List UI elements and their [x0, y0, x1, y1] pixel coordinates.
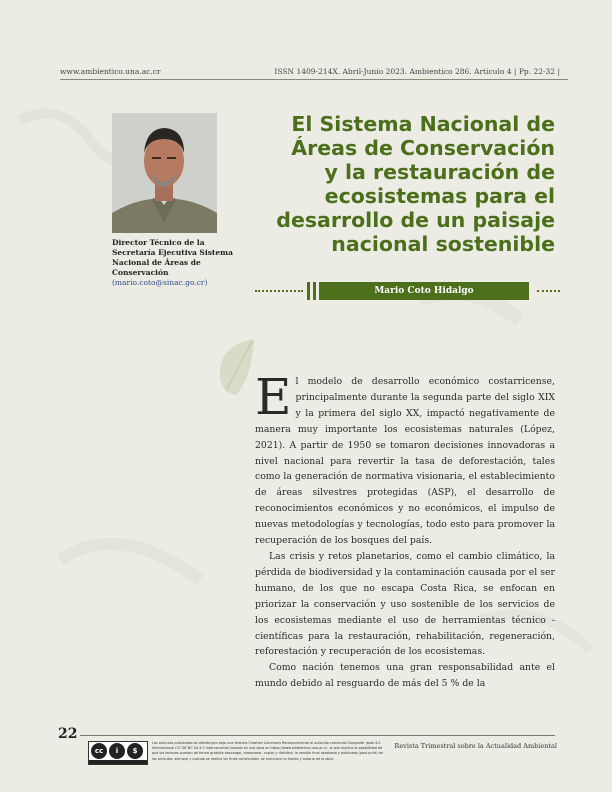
author-role: Director Técnico de la Secretaría Ejecutiva Sistema Nacional de Áreas de Conservación — [112, 238, 233, 277]
author-email[interactable]: (mario.coto@sinac.go.cr) — [112, 278, 208, 287]
issn-line: ISSN 1409-214X. Abril-Junio 2023. Ambientico 286. Artículo 4 | Pp. 22-32 | — [274, 67, 560, 76]
page-header — [60, 67, 560, 81]
author-name: Mario Coto Hidalgo — [319, 282, 529, 300]
nc-icon: $ — [127, 743, 143, 759]
page-number: 22 — [58, 726, 78, 742]
paragraph-2: Las crisis y retos planetarios, como el cambio climático, la pérdida de biodiversidad y la contaminación causada por el ser humano, de los que no escapa Costa Rica, se enfocan en priorizar la conservación y uso sostenible de los servicios de los ecosistemas mediante el uso de herramientas técnico - científicas para la restauración, rehabilitación, regeneración, reforestación y recuperación de los ecosistemas. — [255, 550, 555, 658]
journal-url[interactable]: www.ambientico.una.ac.cr — [60, 67, 161, 76]
license-text: Los artículos publicados se distribuyen bajo una licencia Creative Commons Reconocimiento al autor-No comercial-Compartir igual 4.0 Internacional (CC BY NC SA 4.0 Internacional) basada en una obra en https://www.ambientico.una.ac.cr, lo que implica la posibilidad de que los lectores puedan de forma gratuita descargar, almacenar, copiar y distribuir la versión final aprobada y publicada (post print) de los artículos, siempre y cuando se realice sin fines comerciales, se mencione la fuente y autoría de la obra. — [152, 741, 383, 761]
by-icon: i — [109, 743, 125, 759]
leaf-icon — [216, 337, 256, 397]
bar-accent-1 — [307, 282, 310, 300]
author-caption — [112, 238, 242, 288]
article-body — [255, 368, 555, 692]
paragraph-3: Como nación tenemos una gran responsabilidad ante el mundo debido al resguardo de más del 5 % de la — [255, 662, 555, 690]
dotted-line-left — [255, 290, 303, 292]
cc-icon: cc — [91, 743, 107, 759]
footer-divider — [80, 735, 555, 736]
author-photo — [112, 113, 217, 233]
author-bar — [255, 282, 560, 300]
drop-cap: E — [255, 368, 292, 426]
paragraph-1 — [255, 368, 555, 549]
bar-accent-2 — [313, 282, 316, 300]
license-label-strip — [89, 760, 147, 764]
paragraph-1-text: l modelo de desarrollo económico costarricense, principalmente durante la segunda parte del siglo XIX y la primera del siglo XX, impactó negativamente de manera muy importante los ecosistemas naturales (López, 2021). A partir de 1950 se tomaron decisiones innovadoras a nivel nacional para revertir la tasa de deforestación, tales como la generación de normativa visionaria, el establecimiento de áreas silvestres protegidas (ASP), el desarrollo de reconocimientos económicos y no económicos, el impulso de nuevas metodologías y tecnologías, todo esto para promover la recuperación de los bosques del país. — [255, 376, 555, 547]
header-divider — [60, 79, 568, 80]
journal-tagline: Revista Trimestral sobre la Actualidad Ambiental — [394, 742, 557, 750]
article-title: El Sistema Nacional de Áreas de Conservación y la restauración de ecosistemas para el desarrollo de un paisaje nacional sostenible — [276, 112, 555, 256]
creative-commons-badge[interactable] — [88, 741, 148, 765]
dotted-line-right — [537, 290, 560, 292]
